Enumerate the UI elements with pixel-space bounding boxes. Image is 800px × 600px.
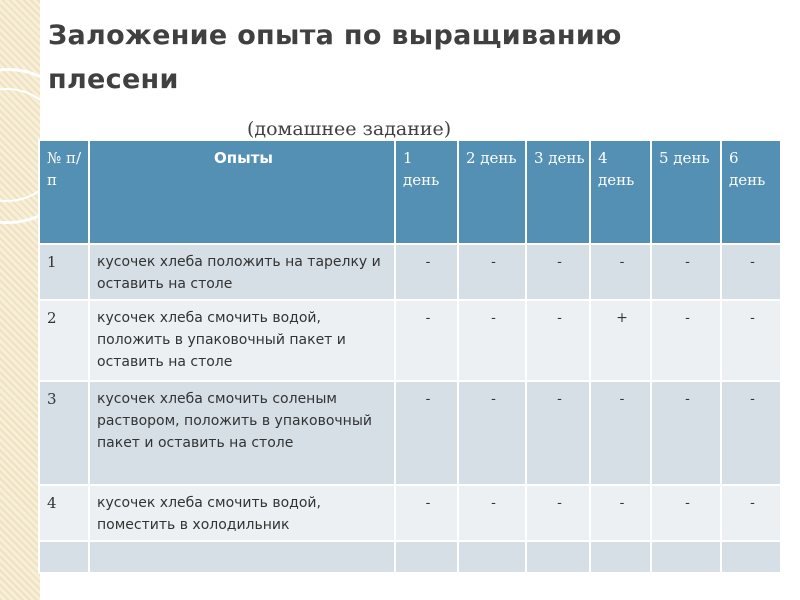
day-4-mark: + <box>590 300 651 381</box>
day-3-mark: - <box>526 244 590 300</box>
experiment-description: кусочек хлеба смочить водой, положить в упаковочный пакет и оставить на столе <box>89 300 395 381</box>
day-1-mark: - <box>395 381 458 485</box>
day-6-mark: - <box>721 381 781 485</box>
day-4-mark: - <box>590 244 651 300</box>
day-5-mark: - <box>651 381 721 485</box>
header-cell-day-6: 6 день <box>721 140 781 244</box>
day-6-mark: - <box>721 244 781 300</box>
header-cell-day-3: 3 день <box>526 140 590 244</box>
experiment-description: кусочек хлеба смочить водой, поместить в холодильник <box>89 485 395 541</box>
day-2-mark: - <box>458 381 526 485</box>
day-3-mark <box>526 541 590 573</box>
table-row <box>39 300 781 381</box>
header-cell-experiments: Опыты <box>89 140 395 244</box>
day-6-mark: - <box>721 300 781 381</box>
day-5-mark <box>651 541 721 573</box>
table-row <box>39 244 781 300</box>
header-cell-number: № п/п <box>39 140 89 244</box>
day-2-mark: - <box>458 244 526 300</box>
row-number: 1 <box>39 244 89 300</box>
day-1-mark: - <box>395 300 458 381</box>
day-3-mark: - <box>526 300 590 381</box>
experiment-description: кусочек хлеба положить на тарелку и оставить на столе <box>89 244 395 300</box>
day-2-mark <box>458 541 526 573</box>
table-header-row <box>39 140 781 244</box>
row-number <box>39 541 89 573</box>
day-3-mark: - <box>526 381 590 485</box>
table-row-empty <box>39 541 781 573</box>
table-row <box>39 485 781 541</box>
day-4-mark: - <box>590 381 651 485</box>
row-number: 3 <box>39 381 89 485</box>
table-row <box>39 381 781 485</box>
day-1-mark: - <box>395 485 458 541</box>
day-5-mark: - <box>651 300 721 381</box>
experiment-table <box>38 139 782 574</box>
slide-subtitle: (домашнее задание) <box>247 118 452 140</box>
header-cell-day-1: 1 день <box>395 140 458 244</box>
header-cell-day-2: 2 день <box>458 140 526 244</box>
day-5-mark: - <box>651 485 721 541</box>
day-4-mark <box>590 541 651 573</box>
day-1-mark <box>395 541 458 573</box>
day-6-mark: - <box>721 485 781 541</box>
day-3-mark: - <box>526 485 590 541</box>
row-number: 4 <box>39 485 89 541</box>
day-5-mark: - <box>651 244 721 300</box>
day-2-mark: - <box>458 485 526 541</box>
day-4-mark: - <box>590 485 651 541</box>
experiment-description <box>89 541 395 573</box>
slide-title: Заложение опыта по выращиванию плесени <box>48 20 622 95</box>
day-6-mark <box>721 541 781 573</box>
day-1-mark: - <box>395 244 458 300</box>
day-2-mark: - <box>458 300 526 381</box>
header-cell-day-5: 5 день <box>651 140 721 244</box>
experiment-description: кусочек хлеба смочить соленым раствором, положить в упаковочный пакет и оставить на столе <box>89 381 395 485</box>
header-cell-day-4: 4 день <box>590 140 651 244</box>
row-number: 2 <box>39 300 89 381</box>
